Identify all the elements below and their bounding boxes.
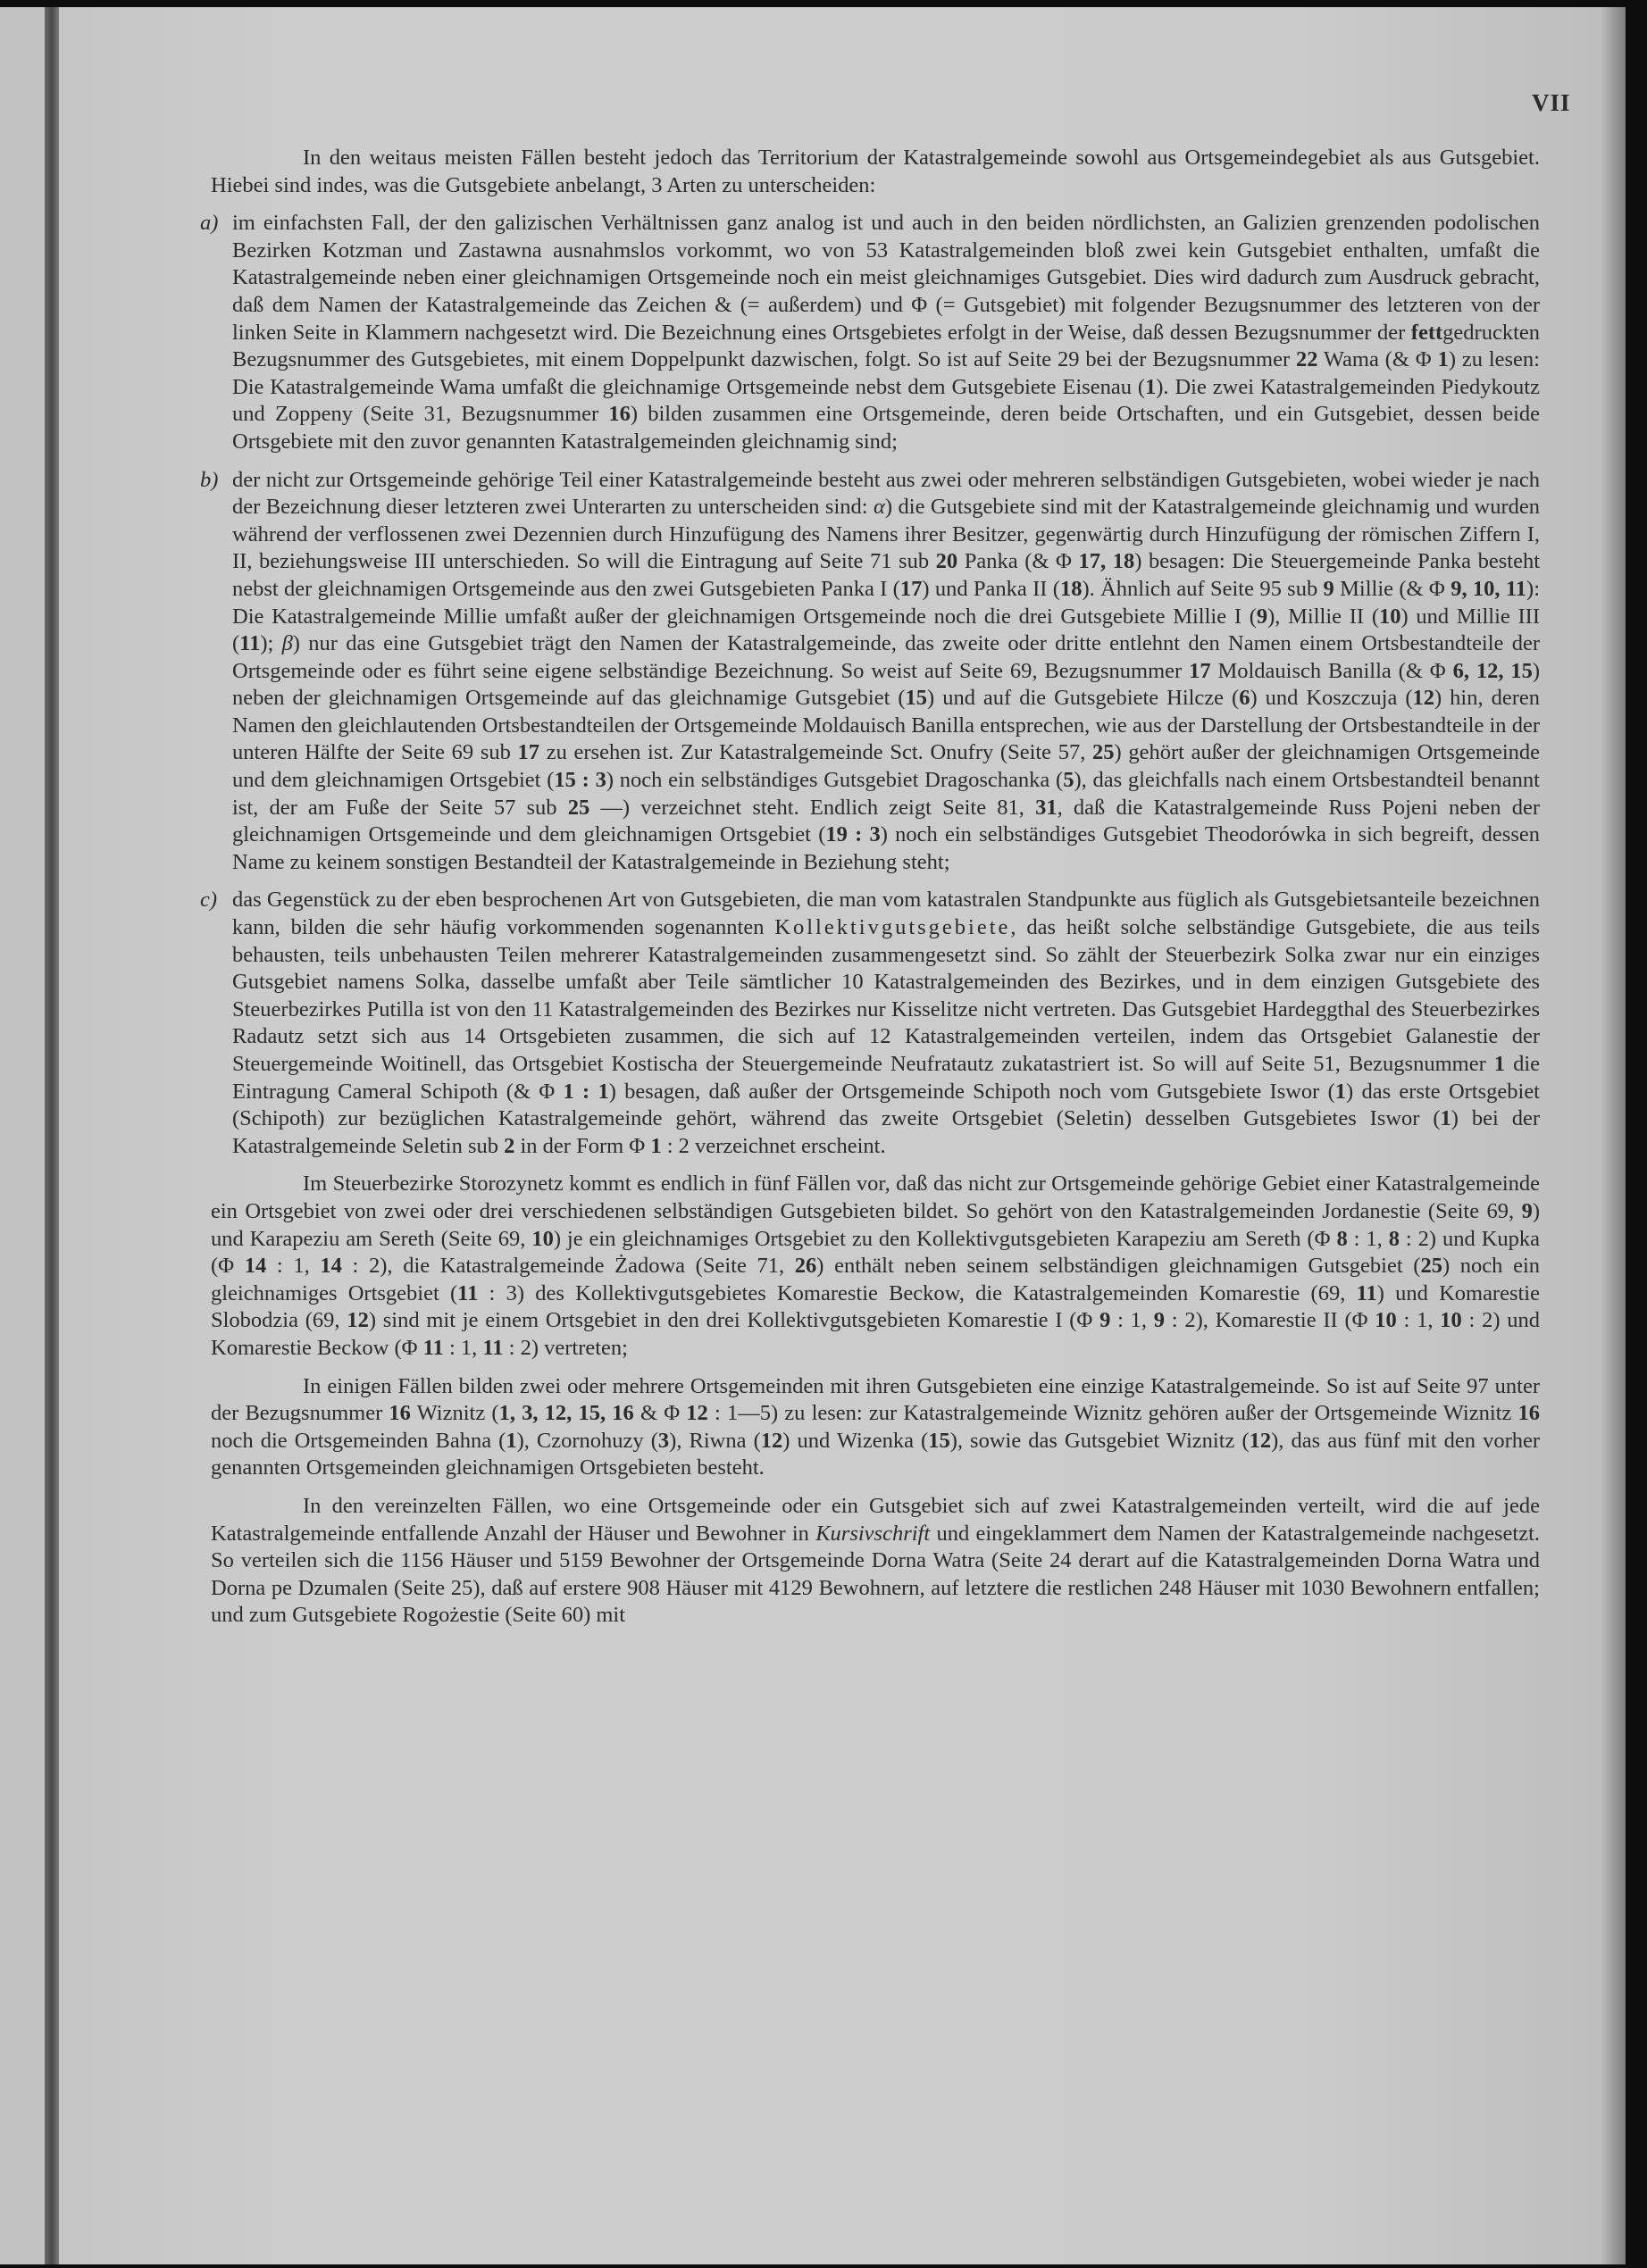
text-run: ). Ähnlich auf Seite 95 sub [1082,576,1324,601]
bold-reference-number: 31 [1035,795,1058,820]
bold-reference-number: 11 [482,1335,504,1360]
paragraph-einigen-faellen [211,1373,1540,1482]
text-run: ) das erste Ortsgebiet (Schipoth) zur bezüglichen Katastralgemeinde gehört, während das zweite Ortsgebiet (Seletin) desselben Gutsgebietes Iswor ( [232,1079,1540,1131]
text-run: ) gehört außer der gleichnamigen Ortsgemeinde und dem gleichnamigen Ortsgebiet ( [232,740,1541,793]
bold-reference-number: 6, 12, 15 [1452,658,1533,683]
text-run: Moldauisch Banilla (& Φ [1210,658,1453,683]
text-run: ), Riwna ( [669,1428,761,1453]
list-marker: a) [200,211,219,236]
text-run: und eingeklammert dem Namen der Katastralgemeinde nachgesetzt. So verteilen sich die 1156 Häuser und 5159 Bewohner der Ortsgemeinde Dorna Watra (Seite 24 derart auf die Katastralgemeinden Dorna Watra und Dorna pe Dzumalen (Seite 25), daß auf erstere 908 Häuser mit 4129 Bewohnern, auf letztere die restlichen 248 Häuser mit 1030 Bewohnern entfallen; und zum Gutsgebiete Rogożestie (Seite 60) mit [211,1521,1541,1628]
text-run: ), das gleichfalls nach einem Ortsbestandteil benannt ist, der am Fuße der Seite 57 sub [232,768,1540,820]
text-run: Im Steuerbezirke Storozynetz kommt es endlich in fünf Fällen vor, daß das nicht zur Ortsgemeinde gehörige Gebiet einer Katastralgemeinde ein Ortsgebiet von zwei oder drei verschiedenen selbständigen Gutsgebieten bildet. So gehört von den Katastralgemeinden Jordanestie (Seite 69, [211,1172,1540,1223]
text-run: ) und auf die Gutsgebiete Hilcze ( [927,686,1240,711]
bold-reference-number: 11 [422,1335,444,1360]
bold-reference-number: 11 [1356,1280,1377,1305]
page-number: VII [1532,89,1571,116]
bold-reference-number: 9 [1323,576,1334,601]
text-run: Wiznitz ( [410,1401,499,1426]
text-run: ), Millie II ( [1267,604,1379,629]
styled-text: α [874,495,885,520]
text-run: : 1, [1396,1308,1441,1333]
body-text [200,145,1541,1640]
bold-reference-number: 16 [1517,1401,1541,1426]
bold-reference-number: 6 [1239,686,1250,711]
text-run: ) und Komarestie Slobodzia (69, [211,1280,1540,1333]
bold-reference-number: 10 [1375,1308,1397,1333]
list-marker: c) [200,888,218,913]
text-run: ) und Karapeziu am Sereth (Seite 69, [211,1198,1540,1251]
bold-reference-number: 1 [1493,1052,1506,1076]
text-run: ) und Koszczuja ( [1250,686,1413,711]
list-item-c [200,887,1541,1160]
list-item-text [232,468,1540,874]
list-item-b [200,467,1541,877]
list-marker: b) [200,467,219,492]
text-run: ) besagen, daß außer der Ortsgemeinde Schipoth noch vom Gutsgebiete Iswor ( [608,1079,1335,1104]
text-run: ); [260,631,282,656]
text-run: & Φ [633,1401,687,1426]
text-run: ) noch ein selbständiges Gutsgebiet Dragoschanka ( [606,768,1064,793]
text-run: der nicht zur Ortsgemeinde gehörige Teil einer Katastralgemeinde besteht aus zwei oder mehreren selbständigen Gutsgebieten, wobei wieder je nach der Bezeichnung dieser letzteren zwei Unterarten zu unterscheiden sind: [232,467,1540,520]
styled-text: β [281,631,293,656]
text-run: ), Czornohuzy ( [516,1428,658,1453]
text-run: , das heißt solche selbständige Gutsgebiete, die aus teils behausten, teils unbehausten Teilen mehrerer Katastralgemeinden zusammengesetzt sind. So zählt der Steuerbezirk Solka zwar nur ein einziges Gutsgebiet namens Solka, dasselbe umfaßt aber Teile sämtlicher 10 Katastralgemeinden des Bezirkes, und in dem einzigen Gutsgebiete des Steuerbezirkes Putilla ist von den 11 Katastralgemeinden des Bezirkes nur Kisselitze nicht vertreten. Das Gutsgebiet Hardeggthal des Steuerbezirkes Radautz setzt sich aus 14 Ortsgebieten zusammen, die sich auf 12 Katastralgemeinden verteilen, indem das Ortsgebiet Galanestie der Steuergemeinde Woitinell, das Ortsgebiet Kostischa der Steuergemeinde Neufratautz zukatastriert ist. So will auf Seite 51, Bezugsnummer [232,915,1541,1076]
text-run: ), das aus fünf mit den vorher genannten Ortsgemeinden gleichnamigen Ortsgebieten besteht. [211,1428,1541,1480]
text-run: ) nur das eine Gutsgebiet trägt den Namen der Katastralgemeinde, das zweite oder dritte entlehnt den Namen einem Ortsbestandteile der Ortsgemeinde oder es führt seine eigene selbständige Bezeichnung. So weist auf Seite 69, Bezugsnummer [232,631,1540,683]
bold-reference-number: 26 [794,1254,817,1279]
text-run: : 1, [443,1335,483,1360]
bold-reference-number: 1 [1437,347,1449,372]
text-run: : 1, [1110,1308,1154,1333]
text-run: In einigen Fällen bilden zwei oder mehrere Ortsgemeinden mit ihren Gutsgebieten eine einzige Katastralgemeinde. So ist auf Seite 97 unter der Bezugsnummer [211,1373,1540,1426]
bold-reference-number: 1 : 1 [563,1079,609,1104]
bold-reference-number: 12 [760,1428,783,1453]
text-run: ) und Millie III ( [232,604,1540,656]
bold-reference-number: 12 [1249,1428,1272,1453]
bold-reference-number: 16 [608,402,631,427]
bold-reference-number: 20 [935,549,958,574]
text-run: ) sind mit je einem Ortsgebiet in den drei Kollektivgutsgebieten Komarestie I (Φ [368,1308,1100,1333]
bold-reference-number: 17 [517,740,540,765]
list-item-text [232,211,1540,454]
bold-reference-number: 1 [1334,1079,1347,1104]
text-run: ) je ein gleichnamiges Ortsgebiet zu den Kollektivgutsgebieten Karapeziu am Sereth (Φ [553,1226,1337,1251]
bold-reference-number: 15 [928,1428,950,1453]
text-run: ) und Wizenka ( [782,1428,929,1453]
text-run: : 1—5) zu lesen: zur Katastralgemeinde Wiznitz gehören außer der Ortsgemeinde Wiznitz [707,1401,1518,1426]
bold-reference-number: 11 [457,1280,479,1305]
list-item-text [232,888,1540,1157]
bold-reference-number: 9, 10, 11 [1451,576,1527,601]
bold-reference-number: 22 [1295,347,1318,372]
text-run: ) hin, deren Namen den gleichlautenden Ortsbestandteilen der Ortsgemeinde Moldauisch Banilla entsprechen, wie aus der Darstellung der Ortsbestandteile in der unteren Hälfte der Seite 69 sub [232,686,1540,765]
text-run: noch die Ortsgemeinden Bahna ( [211,1428,506,1453]
text-run: zu ersehen ist. Zur Katastralgemeinde Sct. Onufry (Seite 57, [539,740,1093,765]
styled-text: Kursivschrift [815,1521,931,1546]
bold-reference-number: 9 [1099,1308,1111,1333]
text-run: : 2) und Komarestie Beckow (Φ [211,1308,1541,1360]
bold-reference-number: 17, 18 [1078,549,1135,574]
bold-reference-number: 11 [239,631,261,656]
text-run: Panka (& Φ [957,549,1079,574]
text-run: ) noch ein gleichnamiges Ortsgebiet ( [211,1254,1541,1305]
bold-reference-number: 12 [347,1308,369,1333]
text-run: : 2), die Katastralgemeinde Żadowa (Seite 71, [341,1254,795,1279]
text-run: : 1, [1347,1226,1389,1251]
text-run: ) die Gutsgebiete sind mit der Katastralgemeinde gleichnamig und wurden während der verflossenen zwei Dezennien durch Hinzufügung des Namens ihrer Besitzer, gegenwärtig durch Hinzufügung der römischen Ziffern I, II, beziehungsweise III unterschieden. So will die Eintragung auf Seite 71 sub [232,495,1541,574]
bold-reference-number: 12 [1412,686,1435,711]
bold-reference-number: 1 [506,1428,517,1453]
page-edge-shadow [1601,7,1626,2264]
text-run: : 2) und Kupka (Φ [211,1226,1541,1279]
bold-reference-number: 25 [1092,740,1115,765]
paragraph-vereinzelten-faellen [211,1493,1540,1630]
bold-reference-number: 3 [657,1428,670,1453]
bold-reference-number: 9 [1256,604,1268,629]
text-run: ) besagen: Die Steuergemeinde Panka besteht nebst der gleichnamigen Ortsgemeinde aus den zwei Gutsgebieten Panka I ( [232,549,1541,601]
text-run: Wama (& Φ [1317,347,1438,372]
text-run: : 2), Komarestie II (Φ [1165,1308,1375,1333]
bold-reference-number: 25 [1420,1254,1442,1279]
bold-reference-number: 15 : 3 [554,768,606,793]
bold-reference-number: 9 [1153,1308,1166,1333]
bold-reference-number: 17 [1189,658,1211,683]
bold-reference-number: 16 [389,1401,411,1426]
text-run: ) enthält neben seinem selbständigen gleichnamigen Gutsgebiet ( [816,1254,1421,1279]
paragraph-storozynetz [211,1171,1540,1362]
text-run: in der Form Φ [514,1133,651,1158]
text-run: : 1, [266,1254,321,1279]
bold-reference-number: 14 [320,1254,342,1279]
text-run: —) verzeichnet steht. Endlich zeigt Seite 81, [589,795,1036,820]
bold-reference-number: 9 [1521,1198,1533,1223]
bold-reference-number: 17 [899,576,923,601]
text-run: : 3) des Kollektivgutsgebietes Komarestie Beckow, die Katastralgemeinden Komarestie (69, [478,1280,1357,1305]
bold-reference-number: 10 [1440,1308,1462,1333]
text-run: ) bilden zusammen eine Ortsgemeinde, deren beide Ortschaften, und ein Gutsgebiet, dessen beide Ortsgebiete mit den zuvor genannten Katastralgemeinden gleichnamig sind; [232,402,1540,454]
text-run: ) und Panka II ( [922,576,1060,601]
bold-reference-number: 18 [1059,576,1083,601]
bold-reference-number: 8 [1388,1226,1400,1251]
bold-reference-number: 1, 3, 12, 15, 16 [498,1401,634,1426]
text-run: ) zu lesen: Die Katastralgemeinde Wama umfaßt die gleichnamige Ortsgemeinde nebst dem Gutsgebiete Eisenau ( [232,347,1540,399]
bold-reference-number: 12 [686,1401,708,1426]
text-run: Millie (& Φ [1333,576,1451,601]
text-run: In den vereinzelten Fällen, wo eine Ortsgemeinde oder ein Gutsgebiet sich auf zwei Katastralgemeinden verteilt, wird die auf jede Katastralgemeinde entfallende Anzahl der Häuser und Bewohner in [211,1493,1540,1546]
text-run: ) noch ein selbständiges Gutsgebiet Theodorówka in sich begreift, dessen Name zu keinem sonstigen Bestandteil der Katastralgemeinde in Beziehung steht; [232,822,1540,874]
bold-reference-number: 1 [1440,1106,1451,1131]
text-run: die Eintragung Cameral Schipoth (& Φ [232,1052,1540,1104]
text-run: ). Die zwei Katastralgemeinden Piedykoutz und Zoppeny (Seite 31, Bezugsnummer [232,374,1540,427]
bold-reference-number: 15 [905,686,928,711]
text-run: ) bei der Katastralgemeinde Seletin sub [232,1106,1540,1158]
bold-reference-number: 10 [1379,604,1401,629]
bold-reference-number: fett [1410,320,1443,345]
text-run: im einfachsten Fall, der den galizischen Verhältnissen ganz analog ist und auch in den beiden nördlichsten, an Galizien grenzenden podolischen Bezirken Kotzman und Zastawna ausnahmslos vorkommt, wo von 53 Katastralgemeinden bloß zwei kein Gutsgebiet enthalten, umfaßt die Katastralgemeinde neben einer gleichnamigen Ortsgemeinde noch ein meist gleichnamiges Gutsgebiet. Dies wird dadurch zum Ausdruck gebracht, daß dem Namen der Katastralgemeinde das Zeichen & (= außerdem) und Φ (= Gutsgebiet) mit folgender Bezugsnummer des letzteren von der linken Seite in Klammern nachgesetzt wird. Die Bezeichnung eines Ortsgebietes erfolgt in der Weise, daß dessen Bezugsnummer der [232,211,1540,345]
bold-reference-number: 1 [650,1133,662,1158]
page-binding-edge [45,7,59,2264]
text-run: ) neben der gleichnamigen Ortsgemeinde auf das gleichnamige Gutsgebiet ( [232,658,1541,711]
facing-page-edge [0,7,45,2264]
bold-reference-number: 14 [244,1254,267,1279]
bold-reference-number: 25 [567,795,590,820]
text-run: ), sowie das Gutsgebiet Wiznitz ( [949,1428,1250,1453]
bold-reference-number: 8 [1336,1226,1348,1251]
text-run: gedruckten Bezugsnummer des Gutsgebietes, mit einem Doppelpunkt dazwischen, folgt. So ist auf Seite 29 bei der Bezugsnummer [232,320,1540,372]
bold-reference-number: 10 [531,1226,554,1251]
text-run: : 2 verzeichnet erscheint. [661,1133,886,1158]
styled-text: Kollektivgutsgebiete [774,915,1011,940]
bold-reference-number: 5 [1063,768,1074,793]
list-item-a [200,210,1540,455]
text-run: , daß die Katastralgemeinde Russ Pojeni neben der gleichnamigen Ortsgemeinde und dem gleichnamigen Ortsgebiet ( [232,795,1540,847]
text-run: In den weitaus meisten Fällen besteht jedoch das Territorium der Katastralgemeinde sowohl aus Ortsgemeindegebiet als aus Gutsgebiet. Hiebei sind indes, was die Gutsgebiete anbelangt, 3 Arten zu unterscheiden: [211,146,1540,197]
text-run: : 2) vertreten; [503,1335,628,1360]
bold-reference-number: 19 : 3 [825,822,881,847]
bold-reference-number: 2 [504,1133,515,1158]
text-run: ): Die Katastralgemeinde Millie umfaßt außer der gleichnamigen Ortsgemeinde noch die drei Gutsgebiete Millie I ( [232,576,1540,629]
text-run: das Gegenstück zu der eben besprochenen Art von Gutsgebieten, die man vom katastralen Standpunkte aus füglich als Gutsgebietsanteile bezeichnen kann, bilden die sehr häufig vorkommenden sogenannten [232,888,1540,940]
paragraph-intro [211,145,1540,199]
bold-reference-number: 1 [1145,374,1157,399]
